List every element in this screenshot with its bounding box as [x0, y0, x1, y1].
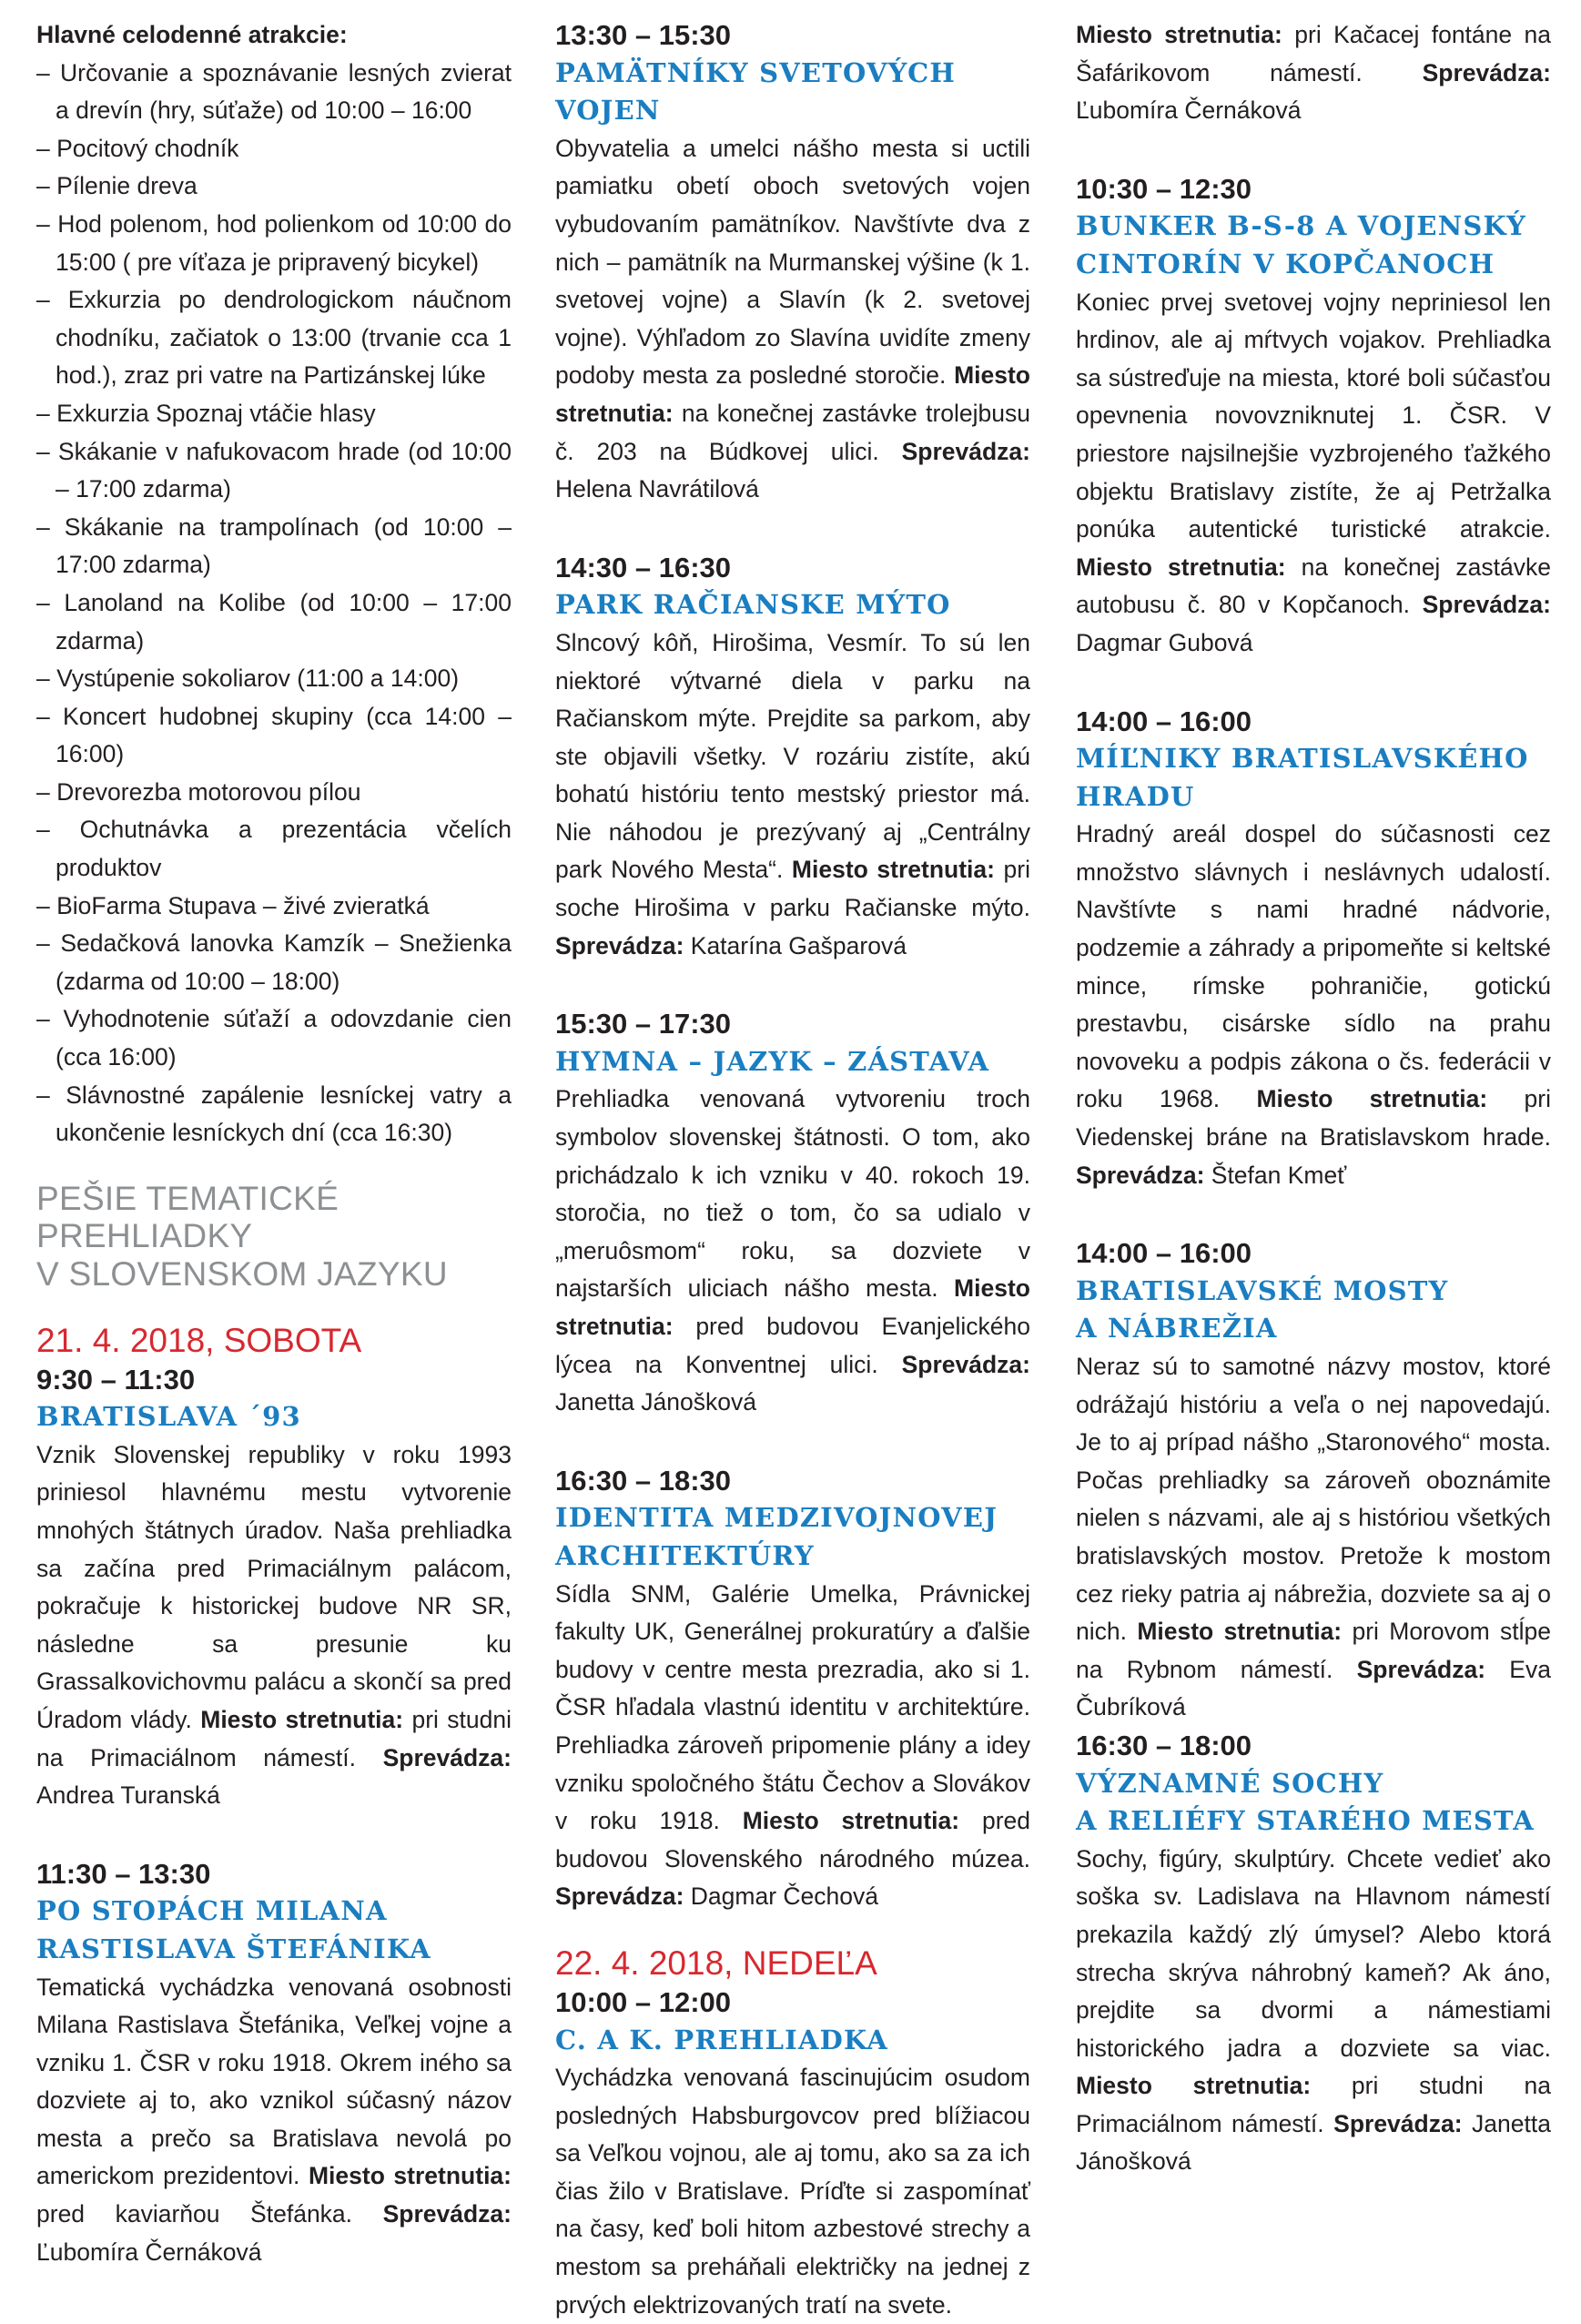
event-body: Obyvatelia a umelci nášho mesta si uctili pamiatku obetí oboch svetových vojen vybudovaním pamätníkov. Navštívte dva z nich – pamätník na Murmanskej výšine (k 1. svetovej vojne) a Slavín (k 2. svetovej vojne). Výhľadom zo Slavína uvidíte zmeny podoby mesta za posledné storočie.	[555, 134, 1030, 390]
attractions-heading: Hlavné celodenné atrakcie:	[36, 21, 348, 48]
guide-name: Katarína Gašparová	[690, 931, 907, 959]
attractions-block	[36, 16, 512, 1152]
list-item: – Pocitový chodník	[36, 134, 239, 162]
event-description	[1076, 1348, 1551, 1727]
guide-label: Sprevádza:	[1422, 591, 1551, 619]
list-item: – Vyhodnotenie súťaží a odovzdanie cien (cca 16:00)	[36, 1005, 512, 1071]
list-item: – Exkurzia Spoznaj vtáčie hlasy	[36, 399, 376, 427]
tour-event	[555, 1005, 1030, 1422]
event-time: 14:00 – 16:00	[1076, 1237, 1252, 1270]
meeting-place: na konečnej zastávke autobusu č. 80 v Kopčanoch.	[1076, 553, 1551, 619]
event-title	[1076, 1273, 1551, 1348]
guide-name: Eva Čubríková	[1076, 1655, 1551, 1721]
guide-name: Ľubomíra Černáková	[36, 2238, 262, 2266]
tour-event	[1076, 1727, 1551, 2181]
event-description-continued	[1076, 16, 1551, 130]
meeting-place: pred kaviarňou Štefánka.	[36, 2200, 353, 2228]
list-item: – Skákanie v nafukovacom hrade (od 10:00 – 17:00 zdarma)	[36, 437, 512, 503]
event-title-line: BUNKER B-S-8 A VOJENSKÝ	[1076, 210, 1527, 242]
guide-name: Andrea Turanská	[36, 1781, 220, 1810]
guide-label: Sprevádza:	[555, 1883, 684, 1911]
guide-name: Helena Navrátilová	[555, 475, 759, 503]
event-title	[36, 1893, 512, 1968]
event-body: Tematická vychádzka venovaná osobnosti Milana Rastislava Štefánika, Veľkej vojne a vzniku 1. ČSR v roku 1918. Okrem iného sa dozviete aj to, ako vznikol súčasný názov mesta a prečo sa Bratislava nevolá po americkom prezidentovi.	[36, 1973, 512, 2190]
event-title-line: CINTORÍN V KOPČANOCH	[1076, 248, 1495, 279]
event-title-line: PARK RAČIANSKE MÝTO	[555, 589, 951, 621]
event-title-line: PAMÄTNÍKY SVETOVÝCH	[555, 56, 956, 88]
guide-label: Sprevádza:	[555, 931, 684, 959]
event-title	[555, 55, 1030, 130]
event-description	[555, 1576, 1030, 1916]
guide-name: Janetta Jánošková	[555, 1388, 756, 1416]
event-description	[555, 624, 1030, 965]
event-time: 14:00 – 16:00	[1076, 705, 1252, 737]
tour-event	[555, 16, 1030, 509]
list-item: – Sedačková lanovka Kamzík – Snežienka (zdarma od 10:00 – 18:00)	[36, 929, 512, 995]
event-description	[1076, 816, 1551, 1194]
event-body: Koniec prvej svetovej vojny nepriniesol len hrdinov, ale aj mŕtvych vojakov. Prehliadka sa sústreďuje na miesta, ktoré boli súčasťou opevnenia novovzniknutej 1. ČSR. V priestore najsilnejšie vyzbrojeného ťažkého objektu Bratislavy zistíte, že aj Petržalka ponúka autentické turistické atrakcie.	[1076, 288, 1551, 543]
guide-name: Ľubomíra Černáková	[1076, 96, 1302, 125]
tour-event	[1076, 703, 1551, 1195]
meeting-place-label: Miesto stretnutia:	[555, 361, 1030, 427]
list-item: – Pílenie dreva	[36, 172, 198, 200]
event-description	[1076, 284, 1551, 663]
list-item: – Exkurzia po dendrologickom náučnom chodníku, začiatok o 13:00 (trvanie cca 1 hod.), zraz pri vatre na Partizánskej lúke	[36, 286, 512, 390]
day-heading-sunday: 22. 4. 2018, NEDEĽA	[555, 1943, 877, 1982]
list-item: – Slávnostné zapálenie lesníckej vatry a ukončenie lesníckych dní (cca 16:30)	[36, 1081, 512, 1147]
event-description	[555, 1081, 1030, 1421]
event-time: 10:30 – 12:30	[1076, 172, 1252, 205]
section-title-line: V SLOVENSKOM JAZYKU	[36, 1255, 448, 1293]
event-title-line: VOJEN	[555, 95, 661, 127]
event-title-line: PO STOPÁCH MILANA	[36, 1895, 388, 1927]
event-title-line: ARCHITEKTÚRY	[555, 1539, 815, 1571]
day-heading-saturday: 21. 4. 2018, SOBOTA	[36, 1321, 362, 1359]
meeting-place-label: Miesto stretnutia:	[1076, 21, 1282, 48]
event-time: 14:30 – 16:30	[555, 551, 732, 584]
event-time: 10:00 – 12:00	[555, 1985, 732, 2018]
event-body: Vychádzka venovaná fascinujúcim osudom posledných Habsburgovcov pred blížiacou sa Veľkou vojnou, ale aj tomu, ako sa za ich čias žilo v Bratislave. Príďte si zaspomínať na časy, keď boli hitom azbestové strechy a mestom sa preháňali električky na jednej z prvých elektrizovaných tratí na svete.	[555, 2064, 1030, 2319]
event-time: 13:30 – 15:30	[555, 19, 732, 51]
guide-label: Sprevádza:	[1076, 1161, 1205, 1189]
meeting-place: pri studni na Primaciálnom námestí.	[36, 1705, 512, 1771]
event-time: 16:30 – 18:30	[555, 1464, 732, 1497]
event-description	[1076, 1841, 1551, 2181]
event-title	[1076, 740, 1551, 816]
event-title-line: C. A K. PREHLIADKA	[555, 2024, 888, 2055]
event-title	[555, 2022, 1030, 2060]
list-item: – Určovanie a spoznávanie lesných zvierat a drevín (hry, súťaže) od 10:00 – 16:00	[36, 58, 512, 125]
event-body: Prehliadka venovaná vytvoreniu troch symbolov slovenskej štátnosti. O tom, ako prichádzalo k ich vzniku v 40. rokoch 19. storočia, no tiež o tom, čo sa udialo v „meruôsmom“ roku, sa dozviete v najstarších uliciach nášho mesta.	[555, 1085, 1030, 1303]
guide-label: Sprevádza:	[901, 437, 1030, 465]
event-title-line: IDENTITA MEDZIVOJNOVEJ	[555, 1502, 998, 1534]
meeting-place-label: Miesto stretnutia:	[1076, 553, 1286, 581]
event-title	[555, 586, 1030, 624]
attractions-list	[36, 55, 512, 1152]
meeting-place-label: Miesto stretnutia:	[1076, 2072, 1312, 2100]
meeting-place: pri Kačacej fontáne na Šafárikovom námestí.	[1076, 21, 1551, 86]
event-title-line: RASTISLAVA ŠTEFÁNIKA	[36, 1933, 431, 1964]
column-3	[1076, 16, 1551, 2181]
list-item: – Drevorezba motorovou pílou	[36, 777, 361, 806]
guide-label: Sprevádza:	[1422, 58, 1551, 86]
tour-event	[1076, 1234, 1551, 1727]
meeting-place: pri studni na Primaciálnom námestí.	[1076, 2072, 1551, 2137]
event-body: Neraz sú to samotné názvy mostov, ktoré odrážajú históriu a veľa o nej napovedajú. Je to aj prípad nášho „Staronového“ mosta. Počas prehliadky sa zároveň oboznámite nielen s názvami, ale aj s históriou všetkých bratislavských mostov. Pretože k mostom cez rieky patria aj nábrežia, dozviete sa aj o nich.	[1076, 1353, 1551, 1646]
event-title-line: BRATISLAVSKÉ MOSTY	[1076, 1274, 1449, 1306]
meeting-place: na konečnej zastávke trolejbusu č. 203 na Búdkovej ulici.	[555, 399, 1030, 465]
meeting-place-label: Miesto stretnutia:	[555, 1274, 1030, 1340]
event-time: 16:30 – 18:00	[1076, 1729, 1252, 1761]
event-time: 11:30 – 13:30	[36, 1857, 211, 1890]
event-time: 9:30 – 11:30	[36, 1363, 196, 1395]
event-title	[555, 1499, 1030, 1575]
event-title-line: A RELIÉFY STARÉHO MESTA	[1076, 1805, 1535, 1837]
list-item: – Ochutnávka a prezentácia včelích produktov	[36, 816, 512, 882]
event-body: Sochy, figúry, skulptúry. Chcete vedieť ako soška sv. Ladislava na Hlavnom námestí prekazila každý zlý úmysel? Alebo ktorá strecha skrýva náhrobný kameň? Ak áno, prejdite sa dvormi a námestiami historického jadra a dozviete sa viac.	[1076, 1844, 1551, 2062]
event-description	[555, 2059, 1030, 2324]
list-item: – Vystúpenie sokoliarov (11:00 a 14:00)	[36, 665, 460, 693]
meeting-place-label: Miesto stretnutia:	[742, 1807, 960, 1835]
list-item: – Hod polenom, hod polienkom od 10:00 do 15:00 ( pre víťaza je pripravený bicykel)	[36, 209, 512, 276]
tour-event	[36, 1361, 512, 1815]
event-title-line: HRADU	[1076, 780, 1195, 812]
guide-name: Janetta Jánošková	[1076, 2109, 1551, 2176]
section-title-line: PEŠIE TEMATICKÉ	[36, 1179, 340, 1217]
event-title-line: VÝZNAMNÉ SOCHY	[1076, 1767, 1384, 1799]
section-title	[36, 1180, 512, 1294]
list-item: – Koncert hudobnej skupiny (cca 14:00 – 16:00)	[36, 702, 512, 768]
event-title-line: MÍĽNIKY BRATISLAVSKÉHO	[1076, 743, 1529, 775]
column-2	[555, 16, 1030, 2324]
guide-label: Sprevádza:	[382, 1743, 512, 1771]
meeting-place: pred budovou Evanjelického lýcea na Konventnej ulici.	[555, 1313, 1030, 1378]
event-title-line: A NÁBREŽIA	[1076, 1313, 1278, 1345]
guide-label: Sprevádza:	[901, 1350, 1030, 1378]
tour-event	[36, 1855, 512, 2272]
meeting-place: pri soche Hirošima v parku Račianske mýto.	[555, 856, 1030, 922]
guide-name: Dagmar Čechová	[690, 1883, 878, 1911]
meeting-place: pri Morovom stĺpe na Rybnom námestí.	[1076, 1618, 1551, 1683]
meeting-place-label: Miesto stretnutia:	[1137, 1618, 1343, 1646]
event-description	[36, 1436, 512, 1815]
list-item: – BioFarma Stupava – živé zvieratká	[36, 891, 430, 919]
list-item: – Skákanie na trampolínach (od 10:00 – 17:00 zdarma)	[36, 512, 512, 579]
guide-name: Dagmar Gubová	[1076, 628, 1253, 656]
tour-event	[555, 1984, 1030, 2324]
meeting-place: pred budovou Slovenského národného múzea.	[555, 1807, 1030, 1872]
tour-event	[555, 549, 1030, 966]
event-body: Hradný areál dospel do súčasnosti cez množstvo slávnych i neslávnych udalostí. Navštívte s nami hradné nádvorie, podzemie a záhrady a pripomeňte si keltské mince, rímske pohraničie, gotickú prestavbu, cisárske sídlo na prahu novoveku a podpis zákona o čs. federácii v roku 1968.	[1076, 820, 1551, 1113]
guide-label: Sprevádza:	[1356, 1655, 1486, 1683]
column-1	[36, 16, 512, 2271]
meeting-place-label: Miesto stretnutia:	[1256, 1085, 1488, 1113]
event-title	[36, 1398, 512, 1436]
tour-event	[1076, 170, 1551, 663]
meeting-place: pri Viedenskej bráne na Bratislavskom hrade.	[1076, 1085, 1551, 1152]
section-title-line: PREHLIADKY	[36, 1217, 253, 1255]
meeting-place-label: Miesto stretnutia:	[791, 856, 995, 884]
event-description	[555, 130, 1030, 509]
guide-label: Sprevádza:	[382, 2200, 512, 2228]
event-time: 15:30 – 17:30	[555, 1008, 732, 1040]
event-title-line: HYMNA – JAZYK – ZÁSTAVA	[555, 1045, 990, 1077]
tour-event	[555, 1462, 1030, 1916]
event-description	[36, 1969, 512, 2272]
guide-label: Sprevádza:	[1333, 2109, 1463, 2137]
event-title	[555, 1043, 1030, 1081]
event-title	[1076, 208, 1551, 283]
guide-name: Štefan Kmeť	[1211, 1161, 1347, 1189]
event-title-line: BRATISLAVA ´93	[36, 1401, 301, 1433]
meeting-place-label: Miesto stretnutia:	[308, 2162, 512, 2190]
event-body: Sídla SNM, Galérie Umelka, Právnickej fakulty UK, Generálnej prokuratúry a ďalšie budovy v centre mesta prezradia, ako si 1. ČSR hľadala vlastnú identitu v architektúre. Prehliadka zároveň pripomenie plány a idey vzniku spoločného štátu Čechov a Slovákov v roku 1918.	[555, 1579, 1030, 1835]
event-body: Slncový kôň, Hirošima, Vesmír. To sú len niektoré výtvarné diela v parku na Račianskom mýte. Prejdite sa parkom, aby ste objavili všetky. V rozáriu zistíte, akú bohatú históriu tento mestský priestor má. Nie náhodou je prezývaný aj „Centrálny park Nového Mesta“.	[555, 628, 1030, 884]
meeting-place-label: Miesto stretnutia:	[200, 1705, 404, 1733]
event-body: Vznik Slovenskej republiky v roku 1993 priniesol hlavnému mestu vytvorenie mnohých štátnych úradov. Naša prehliadka sa začína pred Primaciálnym palácom, pokračuje k historickej budove NR SR, následne sa presunie ku Grassalkovichovmu palácu a skončí sa pred Úradom vlády.	[36, 1440, 512, 1733]
event-title	[1076, 1765, 1551, 1841]
list-item: – Lanoland na Kolibe (od 10:00 – 17:00 zdarma)	[36, 588, 512, 655]
